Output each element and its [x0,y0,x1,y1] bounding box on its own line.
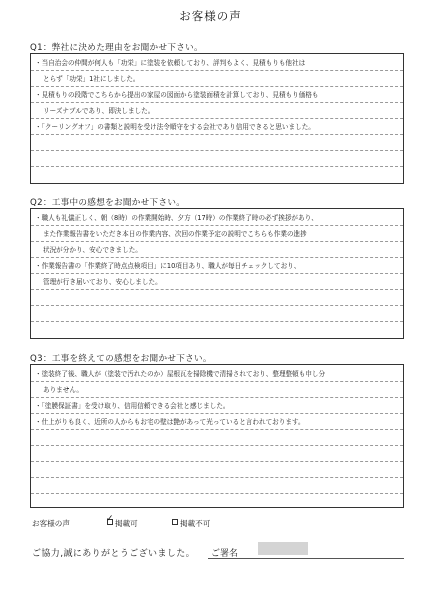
rule-line [31,241,403,242]
answer-line: また作業報告書をいただき本日の作業内容、次回の作業予定の説明でこちらも作業の進捗 [43,230,307,238]
rule-line [31,257,403,258]
rule-line [31,381,403,382]
deny-label: 掲載不可 [180,519,211,528]
answer-box-3 [30,364,404,508]
rule-line [31,273,403,274]
allow-label: 掲載可 [115,519,138,528]
answer-line: ・「塗膜保証書」を受け取り、信用信頼できる会社と感じました。 [35,402,230,410]
rule-line [31,445,403,446]
rule-line [31,461,403,462]
rule-line [31,429,403,430]
thanks-message: ご協力,誠にありがとうございました。 [32,549,196,559]
answer-line: ・作業報告書の「作業終了時点点検項目」に10項目あり、職人が毎日チェックしており、 [35,262,301,270]
voice-label: お客様の声 [32,519,70,528]
answer-line: 管理が行き届いており、安心しました。 [43,278,162,286]
rule-line [31,397,403,398]
question-1: Q1：弊社に決めた理由をお聞かせ下さい。 [30,43,203,53]
answer-line: ・塗装終了後、職人が（塗装で汚れたのか）屋根瓦を掃除機で清掃されており、整理整頓も申し分 [35,370,326,378]
signature-line [208,558,404,559]
rule-line [31,134,403,135]
rule-line [31,86,403,87]
check-mark-icon: ✓ [106,514,114,524]
answer-line: とらず「功栄」1社にしました。 [43,75,140,83]
signature-label: ご署名 [211,549,239,559]
rule-line [31,413,403,414]
rule-line [31,70,403,71]
answer-line: ありません。 [43,386,83,394]
rule-line [31,493,403,494]
answer-line: ・職人も礼儀正しく、朝（8時）の作業開始時、夕方（17時）の作業終了時の必ず挨拶があり、 [35,214,318,222]
rule-line [31,477,403,478]
answer-box-1 [30,53,404,184]
rule-line [31,225,403,226]
page-title: お客様の声 [179,9,242,23]
rule-line [31,166,403,167]
redacted-signature [258,542,308,555]
answer-line: ・当自治会の仲間が何人も「功栄」に塗装を依頼しており、評判もよく、見積もりも他社は [35,59,306,67]
answer-line: リーズナブルであり、即決しました。 [43,107,155,115]
answer-line: 状況が分かり、安心できました。 [43,246,142,254]
answer-line: ・「クーリングオフ」の書類と説明を受け法令順守をする会社であり信用できると思いました。 [35,123,315,131]
answer-line: ・見積もりの段階でこちらから提出の家屋の図面から塗装面積を計算しており、見積もり価格も [35,91,319,99]
question-2: Q2：工事中の感想をお聞かせ下さい。 [30,198,186,208]
rule-line [31,321,403,322]
rule-line [31,305,403,306]
question-3: Q3：工事を終えての感想をお聞かせ下さい。 [30,354,212,364]
rule-line [31,150,403,151]
rule-line [31,102,403,103]
answer-box-2 [30,208,404,339]
rule-line [31,289,403,290]
deny-checkbox[interactable] [172,519,178,525]
rule-line [31,118,403,119]
answer-line: ・仕上がりも良く、近所の人からもお宅の壁は艶があって光っていると言われております。 [35,418,305,426]
